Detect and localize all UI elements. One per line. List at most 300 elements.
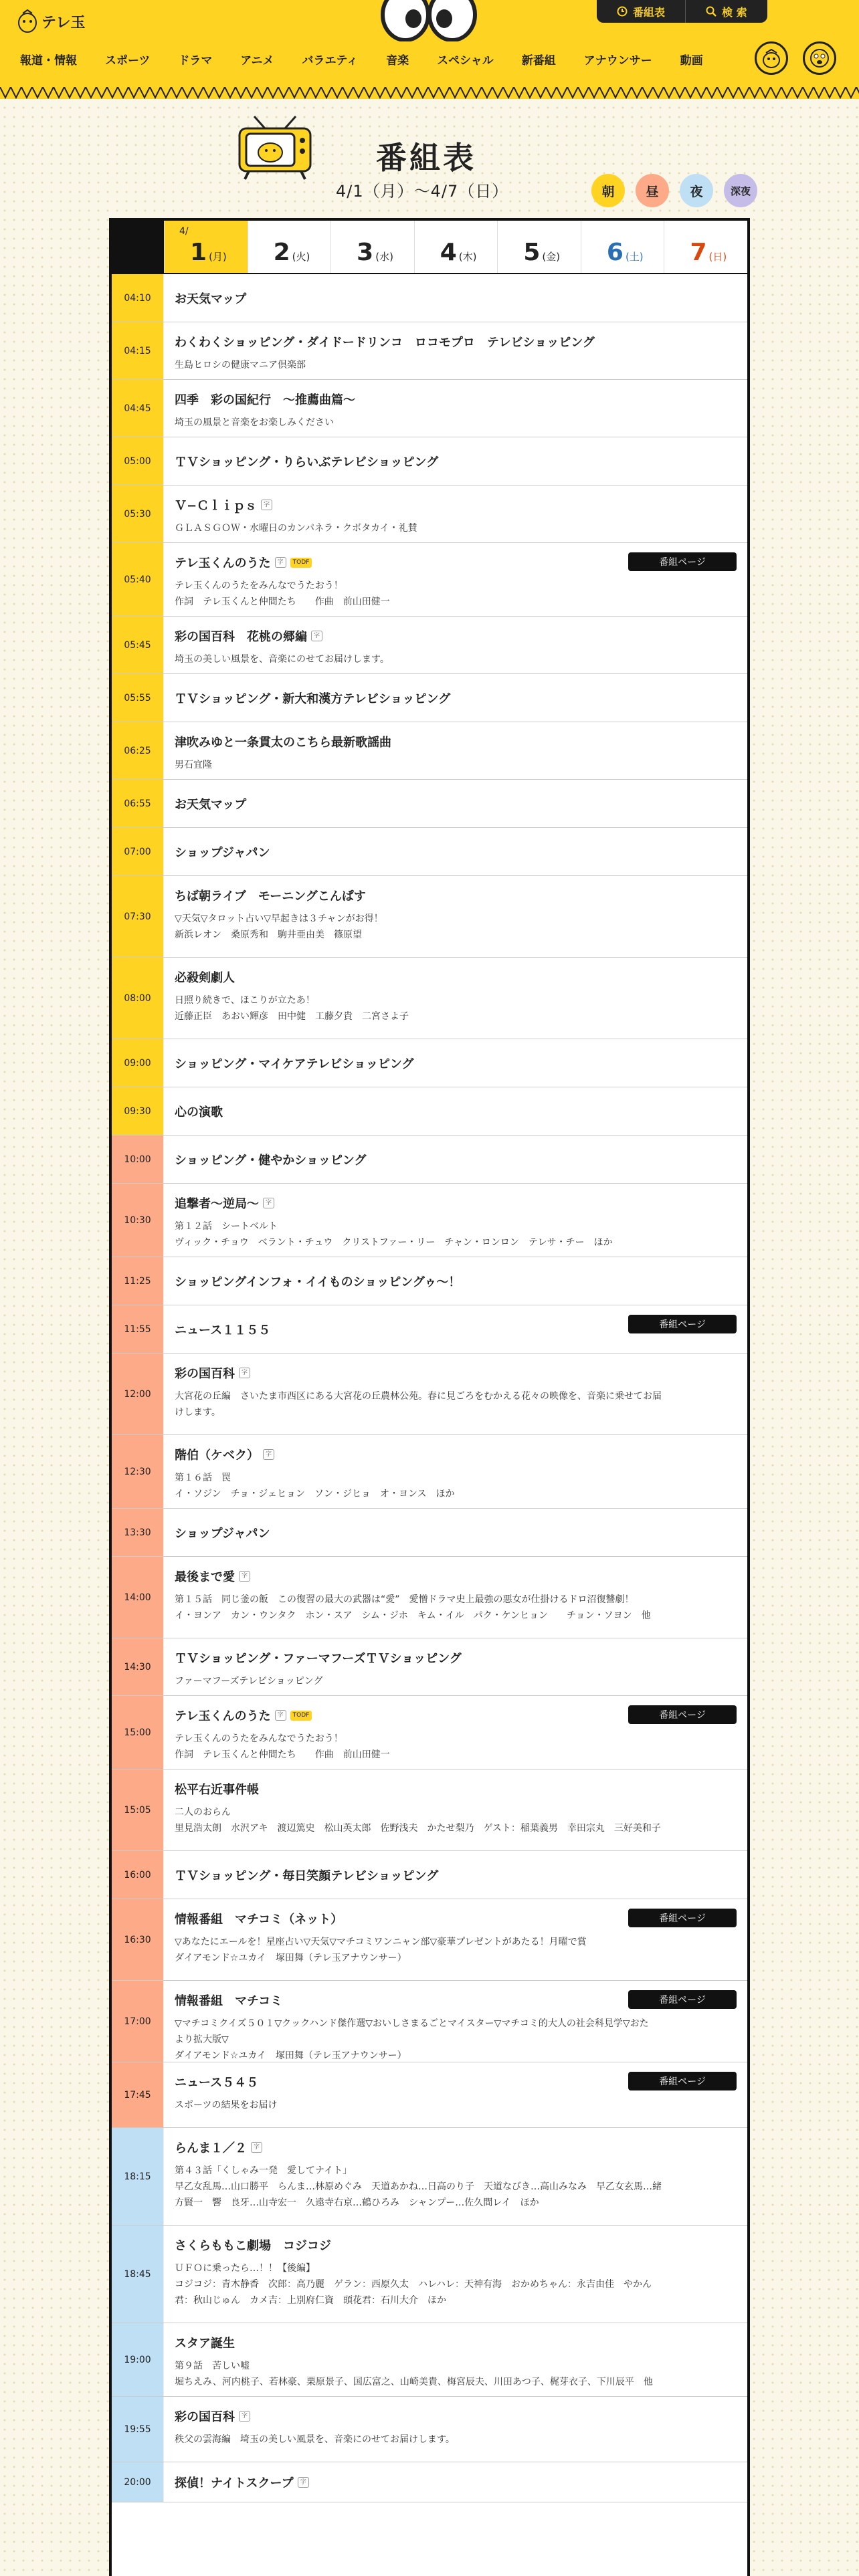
- program-title-text: 情報番組 マチコミ（ネット）: [175, 1913, 343, 1927]
- program-time: 10:00: [112, 1136, 164, 1183]
- program-row: [112, 876, 747, 958]
- subtitle-badge: 字: [298, 2477, 309, 2488]
- schedule-grid: [109, 218, 750, 2576]
- program-title[interactable]: [175, 2139, 737, 2156]
- day-weekday: (月): [209, 251, 227, 263]
- program-cell[interactable]: [164, 674, 747, 722]
- program-time: 04:10: [112, 274, 164, 322]
- program-description-line: ダイアモンド☆ユカイ 塚田舞（テレ玉アナウンサー）: [175, 1953, 407, 1963]
- program-page-button[interactable]: 番組ページ: [628, 1990, 737, 2009]
- program-time: 19:00: [112, 2323, 164, 2396]
- program-cell[interactable]: [164, 2062, 747, 2127]
- program-row: [112, 1557, 747, 1638]
- program-row: [112, 1638, 747, 1696]
- program-title-text: わくわくショッピング・ダイドードリンコ ロコモプロ テレビショッピング: [175, 336, 595, 350]
- schedule-button[interactable]: [597, 0, 685, 23]
- day-number: 3: [357, 239, 374, 266]
- program-title-text: 彩の国百科: [175, 2410, 235, 2424]
- program-row: [112, 2062, 747, 2128]
- time-button[interactable]: 夜: [680, 174, 713, 207]
- program-title-text: ＴＶショッピング・新大和漢方テレビショッピング: [175, 691, 451, 706]
- program-description-line: 君：秋山じゅん カメ吉：上別府仁資 頭花君：石川大介 ほか: [175, 2295, 446, 2306]
- program-title-text: 探偵！ナイトスクープ: [175, 2476, 294, 2490]
- site-header: [0, 0, 859, 99]
- time-button[interactable]: 昼: [636, 174, 669, 207]
- program-title-text: テレ玉くんのうた: [175, 1709, 271, 1723]
- program-row: [112, 2128, 747, 2226]
- program-cell[interactable]: [164, 2462, 747, 2502]
- program-time: 16:00: [112, 1851, 164, 1899]
- program-cell[interactable]: [164, 1184, 747, 1257]
- program-row: [112, 1696, 747, 1769]
- subtitle-badge: 字: [275, 557, 286, 568]
- program-cell[interactable]: [164, 2397, 747, 2462]
- nav-item[interactable]: スペシャル: [437, 53, 494, 68]
- program-row: [112, 1981, 747, 2062]
- program-description-line: 方賢一 響 良牙…山寺宏一 久遠寺右京…鶴ひろみ シャンプー…佐久間レイ ほか: [175, 2197, 539, 2208]
- program-cell[interactable]: [164, 1039, 747, 1087]
- program-title[interactable]: [175, 795, 246, 813]
- program-title[interactable]: [175, 627, 737, 645]
- day-number: 7: [690, 239, 707, 266]
- logo-text: テレ玉: [41, 14, 86, 31]
- program-title-text: 追撃者〜逆局〜: [175, 1197, 259, 1211]
- program-row: [112, 2323, 747, 2397]
- program-title-text: Ｖ−Ｃｌｉｐｓ: [175, 499, 258, 513]
- program-description: [175, 520, 737, 536]
- program-title-text: 彩の国百科: [175, 1367, 235, 1381]
- program-cell[interactable]: [164, 274, 747, 322]
- program-title[interactable]: [175, 1780, 737, 1798]
- program-row: [112, 1509, 747, 1557]
- program-time: 11:25: [112, 1257, 164, 1305]
- program-title-text: ショッピング・健やかショッピング: [175, 1153, 367, 1168]
- mascot-eyes-icon: [379, 0, 479, 41]
- tv-mascot-icon: [235, 114, 314, 181]
- program-time: 10:30: [112, 1184, 164, 1257]
- program-title[interactable]: [175, 1273, 460, 1290]
- main-nav: [20, 45, 731, 72]
- program-title[interactable]: [175, 1649, 737, 1667]
- program-title[interactable]: [175, 290, 246, 307]
- program-description-line: 第４３話「くしゃみ一発 愛してナイト」: [175, 2165, 353, 2176]
- program-description: [175, 992, 737, 1025]
- program-time: 06:55: [112, 780, 164, 827]
- day-month: 4/: [179, 226, 189, 237]
- program-row: [112, 486, 747, 543]
- program-title-text: 松平右近事件帳: [175, 1783, 259, 1797]
- subtitle-badge: 字: [263, 1198, 274, 1208]
- program-title-text: お天気マップ: [175, 292, 247, 306]
- program-title-text: お天気マップ: [175, 797, 247, 812]
- program-title-text: ショッピングインフォ・イイものショッピングゥ〜！: [175, 1275, 461, 1289]
- program-title-text: 彩の国百科 花桃の郷編: [175, 630, 307, 644]
- program-cell[interactable]: [164, 2226, 747, 2323]
- program-title[interactable]: [175, 391, 737, 408]
- schedule-button-label: 番組表: [633, 5, 666, 19]
- program-title-text: ショップジャパン: [175, 1526, 270, 1541]
- program-description: [175, 2260, 737, 2309]
- program-description-line: 第１６話 罠: [175, 1473, 231, 1483]
- program-description: [175, 1673, 737, 1689]
- program-row: [112, 1184, 747, 1257]
- program-page-button[interactable]: 番組ページ: [628, 552, 737, 571]
- program-description-line: ヴィック・チョウ ベラント・チュウ クリストファー・リー チャン・ロンロン テレサ・チー ほか: [175, 1237, 613, 1248]
- program-time: 14:30: [112, 1638, 164, 1695]
- day-weekday: (金): [542, 251, 561, 263]
- program-description: [175, 2432, 737, 2448]
- teletama-kun-icon[interactable]: [755, 41, 788, 75]
- program-description-line: ▽あなたにエールを！星座占い▽天気▽マチコミワンニャン部▽豪華プレゼントがあたる！月曜で賞: [175, 1937, 587, 1947]
- program-row: [112, 2462, 747, 2502]
- program-time: 15:05: [112, 1769, 164, 1850]
- program-title[interactable]: [175, 1103, 223, 1120]
- program-cell[interactable]: [164, 617, 747, 673]
- program-description: [175, 2163, 737, 2211]
- program-cell[interactable]: [164, 543, 747, 616]
- program-cell[interactable]: [164, 1509, 747, 1556]
- time-button[interactable]: 朝: [591, 174, 625, 207]
- program-title-text: ＴＶショッピング・りらいぶテレビショッピング: [175, 455, 439, 469]
- program-description-line: 第９話 苦しい嘘: [175, 2361, 250, 2371]
- program-cell[interactable]: [164, 1257, 747, 1305]
- program-description-line: 早乙女乱馬…山口勝平 らんま…林原めぐみ 天道あかね…日高のり子 天道なびき…高山みなみ 早乙女玄馬…緒: [175, 2181, 662, 2192]
- program-cell[interactable]: [164, 780, 747, 827]
- program-description: [175, 651, 737, 667]
- program-row: [112, 437, 747, 486]
- program-cell[interactable]: [164, 380, 747, 437]
- program-time: 07:00: [112, 828, 164, 875]
- program-row: [112, 617, 747, 674]
- program-description: [175, 2097, 737, 2113]
- nav-item[interactable]: 新番組: [521, 53, 556, 68]
- program-title[interactable]: [175, 968, 737, 986]
- program-description: [175, 2358, 737, 2390]
- program-title-text: さくらももこ劇場 コジコジ: [175, 2239, 331, 2253]
- program-title-text: ＴＶショッピング・毎日笑顔テレビショッピング: [175, 1868, 439, 1883]
- subtitle-badge: 字: [239, 2411, 250, 2422]
- program-description-line: 作詞 テレ玉くんと仲間たち 作曲 前山田健一: [175, 1749, 390, 1760]
- program-description-line: テレ玉くんのうたをみんなでうたおう！: [175, 1733, 343, 1744]
- page-title: 番組表: [376, 140, 476, 176]
- program-time: 19:55: [112, 2397, 164, 2462]
- program-row: [112, 2226, 747, 2323]
- day-tab[interactable]: [414, 221, 498, 273]
- program-description-line: ▽マチコミクイズ５０１▽クックハンド傑作選▽おいしさまるごとマイスター▽マチコミ的大人の社会科見学▽おた: [175, 2018, 649, 2029]
- program-description: [175, 911, 737, 943]
- program-row: [112, 1354, 747, 1435]
- program-cell[interactable]: [164, 486, 747, 542]
- program-title[interactable]: [175, 689, 450, 707]
- program-title-text: スタア誕生: [175, 2337, 235, 2351]
- omg-icon[interactable]: [803, 41, 836, 75]
- day-number: 1: [190, 239, 207, 266]
- nav-item[interactable]: 動画: [680, 53, 703, 68]
- program-cell[interactable]: [164, 1696, 747, 1769]
- program-title[interactable]: [175, 1446, 737, 1463]
- program-cell[interactable]: [164, 1851, 747, 1899]
- program-title[interactable]: [175, 1151, 367, 1168]
- program-row: [112, 674, 747, 722]
- program-page-button[interactable]: 番組ページ: [628, 1315, 737, 1333]
- program-description-line: ＧＬＡＳＧＯＷ・水曜日のカンパネラ・クボタカイ・礼賛: [175, 523, 417, 534]
- program-time: 05:40: [112, 543, 164, 616]
- program-title[interactable]: [175, 1194, 737, 1212]
- program-row: [112, 1039, 747, 1087]
- program-title[interactable]: [175, 2236, 737, 2254]
- program-title[interactable]: [175, 496, 737, 514]
- program-description-line: より拡大版▽: [175, 2034, 229, 2045]
- program-title[interactable]: [175, 333, 737, 350]
- day-number: 4: [440, 239, 457, 266]
- program-row: [112, 1899, 747, 1981]
- day-tab[interactable]: [497, 221, 581, 273]
- day-tab[interactable]: [664, 221, 747, 273]
- program-cell[interactable]: [164, 1354, 747, 1434]
- program-description-line: けします。: [175, 1407, 221, 1418]
- program-time: 05:55: [112, 674, 164, 722]
- nav-item[interactable]: ドラマ: [178, 53, 213, 68]
- program-title[interactable]: [175, 2407, 737, 2425]
- program-cell[interactable]: [164, 1435, 747, 1508]
- program-cell[interactable]: [164, 876, 747, 957]
- program-time: 04:45: [112, 380, 164, 437]
- subtitle-badge: 字: [311, 631, 322, 641]
- day-tab[interactable]: [164, 221, 248, 273]
- program-title[interactable]: [175, 1524, 270, 1541]
- program-description-line: テレ玉くんのうたをみんなでうたおう！: [175, 580, 343, 591]
- day-number: 6: [606, 239, 624, 266]
- program-cell[interactable]: [164, 1305, 747, 1353]
- program-description-line: 生島ヒロシの健康マニア倶楽部: [175, 360, 306, 370]
- program-description-line: ファーマフーズテレビショッピング: [175, 1676, 323, 1687]
- program-row: [112, 1257, 747, 1305]
- program-cell[interactable]: [164, 828, 747, 875]
- subtitle-badge: 字: [263, 1449, 274, 1460]
- program-cell[interactable]: [164, 1557, 747, 1638]
- program-title[interactable]: [175, 1866, 438, 1884]
- program-time: 05:45: [112, 617, 164, 673]
- program-title-text: テレ玉くんのうた: [175, 556, 271, 570]
- program-cell[interactable]: [164, 1899, 747, 1980]
- subtitle-badge: 字: [275, 1710, 286, 1721]
- program-time: 18:15: [112, 2128, 164, 2225]
- program-time: 12:30: [112, 1435, 164, 1508]
- program-title[interactable]: [175, 453, 438, 470]
- program-time: 12:00: [112, 1354, 164, 1434]
- nav-item[interactable]: バラエティ: [302, 53, 359, 68]
- program-title-text: 心の演歌: [175, 1105, 223, 1119]
- program-time: 09:00: [112, 1039, 164, 1087]
- nav-item[interactable]: アナウンサー: [583, 53, 652, 68]
- program-time: 09:30: [112, 1087, 164, 1135]
- program-description-line: 大宮花の丘編 さいたま市西区にある大宮花の丘農林公苑。春に見ごろをむかえる花々の映像を、音楽に乗せてお届: [175, 1391, 662, 1402]
- program-description-line: 埼玉の美しい風景を、音楽にのせてお届けします。: [175, 654, 389, 665]
- program-description: [175, 1218, 737, 1251]
- program-cell[interactable]: [164, 1087, 747, 1135]
- program-row: [112, 1087, 747, 1136]
- program-row: [112, 1305, 747, 1354]
- program-description-line: コジコジ：青木静香 次郎：高乃麗 ゲラン：西原久太 ハレハレ：天神有海 おかめちゃん：永吉由佳 やかん: [175, 2279, 652, 2290]
- program-time: 05:30: [112, 486, 164, 542]
- day-weekday: (土): [625, 251, 644, 263]
- program-time: 08:00: [112, 958, 164, 1039]
- program-cell[interactable]: [164, 2323, 747, 2396]
- program-title-text: ショッピング・マイケアテレビショッピング: [175, 1057, 414, 1071]
- program-description-line: 秩父の雲海編 埼玉の美しい風景を、音楽にのせてお届けします。: [175, 2434, 455, 2445]
- program-description: [175, 357, 737, 373]
- day-tabs-spacer: [112, 221, 164, 273]
- program-time: 07:30: [112, 876, 164, 957]
- program-row: [112, 780, 747, 828]
- day-tab[interactable]: [330, 221, 414, 273]
- program-time: 18:45: [112, 2226, 164, 2323]
- program-description: [175, 1804, 737, 1836]
- program-page-button[interactable]: 番組ページ: [628, 2072, 737, 2090]
- search-button-label: 検 索: [722, 5, 747, 19]
- nav-item[interactable]: 音楽: [386, 53, 409, 68]
- program-row: [112, 722, 747, 780]
- nav-icons: [755, 41, 836, 75]
- program-cell[interactable]: [164, 437, 747, 485]
- program-cell[interactable]: [164, 1136, 747, 1183]
- day-weekday: (日): [708, 251, 727, 263]
- program-title-text: 情報番組 マチコミ: [175, 1994, 283, 2008]
- time-of-day-buttons: [591, 174, 757, 207]
- program-description-line: 作詞 テレ玉くんと仲間たち 作曲 前山田健一: [175, 597, 390, 607]
- program-time: 17:45: [112, 2062, 164, 2127]
- program-row: [112, 1136, 747, 1184]
- program-cell[interactable]: [164, 958, 747, 1039]
- program-row: [112, 322, 747, 380]
- program-cell[interactable]: [164, 2128, 747, 2225]
- program-title-text: ニュース５４５: [175, 2076, 259, 2090]
- program-time: 11:55: [112, 1305, 164, 1353]
- program-description-line: イ・ヨンア カン・ウンタク ホン・スア シム・ジホ キム・イル パク・ケンヒョン チョン・ソヨン 他: [175, 1610, 651, 1621]
- program-title[interactable]: [175, 887, 737, 904]
- program-cell[interactable]: [164, 722, 747, 779]
- program-description-line: 第１５話 同じ釜の飯 この復習の最大の武器は“愛” 愛憎ドラマ史上最強の悪女が仕掛けるドロ沼復讐劇！: [175, 1594, 634, 1605]
- tdf-badge: TODF: [290, 1711, 312, 1721]
- program-description-line: ＵＦＯに乗ったら…！！【後編】: [175, 2263, 315, 2274]
- program-title[interactable]: [175, 733, 737, 750]
- program-title-text: 四季 彩の国紀行 〜推薦曲篇〜: [175, 393, 355, 407]
- top-buttons: [597, 0, 767, 23]
- program-description: [175, 1388, 737, 1420]
- nav-item[interactable]: 報道・情報: [20, 53, 77, 68]
- program-description-line: 日照り続きで、ほこりが立たあ！: [175, 995, 315, 1006]
- program-row: [112, 274, 747, 322]
- site-logo[interactable]: [17, 7, 86, 36]
- nav-item[interactable]: スポーツ: [105, 53, 151, 68]
- program-row: [112, 828, 747, 876]
- program-time: 17:00: [112, 1981, 164, 2062]
- program-description-line: ▽天気▽タロット占い▽早起きは３チャンがお得！: [175, 914, 383, 924]
- day-weekday: (火): [292, 251, 310, 263]
- program-row: [112, 958, 747, 1039]
- program-time: 15:00: [112, 1696, 164, 1769]
- program-description-line: 近藤正臣 あおい輝彦 田中健 工藤夕貴 二宮さよ子: [175, 1011, 409, 1022]
- subtitle-badge: 字: [261, 500, 272, 510]
- program-description: [175, 757, 737, 773]
- program-description: [175, 1934, 737, 1966]
- program-title[interactable]: [175, 2334, 737, 2351]
- day-tab[interactable]: [248, 221, 331, 273]
- program-description: [175, 415, 737, 431]
- program-row: [112, 380, 747, 437]
- program-time: 05:00: [112, 437, 164, 485]
- program-title[interactable]: [175, 1055, 413, 1072]
- program-time: 04:15: [112, 322, 164, 379]
- program-title[interactable]: [175, 1568, 737, 1585]
- program-description: [175, 1470, 737, 1502]
- date-range: 4/1（月）〜4/7（日）: [336, 182, 509, 201]
- clock-icon: [617, 6, 628, 17]
- program-title-text: らんま１／２: [175, 2141, 247, 2155]
- program-row: [112, 1435, 747, 1509]
- program-title[interactable]: [175, 1364, 737, 1382]
- subtitle-badge: 字: [251, 2142, 262, 2153]
- search-button[interactable]: [685, 0, 767, 23]
- program-title-text: 最後まで愛: [175, 1570, 235, 1584]
- program-title-text: 必殺剣劇人: [175, 971, 235, 985]
- program-cell[interactable]: [164, 1769, 747, 1850]
- program-time: 20:00: [112, 2462, 164, 2502]
- program-description-line: 堀ちえみ、河内桃子、若林豪、栗原景子、国広富之、山崎美貴、梅宮辰夫、川田あつ子、梶芽衣子、下川辰平 他: [175, 2377, 653, 2387]
- program-list: [112, 274, 747, 2502]
- program-cell[interactable]: [164, 1638, 747, 1695]
- program-description-line: 第１２話 シートベルト: [175, 1221, 278, 1232]
- program-description: [175, 2016, 737, 2064]
- program-description-line: 埼玉の風景と音楽をお楽しみください: [175, 417, 334, 428]
- program-row: [112, 1769, 747, 1851]
- program-title-text: 階伯（ケベク）: [175, 1448, 259, 1463]
- program-description: [175, 1592, 737, 1624]
- program-description-line: 新浜レオン 桑原秀和 駒井亜由美 篠原望: [175, 930, 362, 940]
- teletama-logo-icon: [17, 9, 37, 33]
- program-page-button[interactable]: 番組ページ: [628, 1705, 737, 1724]
- program-description: [175, 578, 737, 610]
- time-button[interactable]: 深夜: [724, 174, 757, 207]
- program-title[interactable]: [175, 2474, 309, 2491]
- day-tab[interactable]: [581, 221, 664, 273]
- header-zigzag-edge: [0, 87, 859, 102]
- program-title[interactable]: [175, 1321, 270, 1338]
- program-page-button[interactable]: 番組ページ: [628, 1909, 737, 1927]
- day-number: 5: [523, 239, 541, 266]
- program-title-text: ちば朝ライブ モーニングこんぱす: [175, 889, 366, 903]
- program-title[interactable]: [175, 843, 270, 861]
- day-number: 2: [273, 239, 290, 266]
- program-time: 14:00: [112, 1557, 164, 1638]
- program-description-line: 二人のおらん: [175, 1807, 231, 1818]
- subtitle-badge: 字: [239, 1368, 250, 1378]
- day-weekday: (木): [458, 251, 477, 263]
- program-time: 16:30: [112, 1899, 164, 1980]
- program-title-text: ＴＶショッピング・ファーマフーズＴＶショッピング: [175, 1652, 462, 1666]
- program-description-line: スポーツの結果をお届け: [175, 2100, 278, 2111]
- tdf-badge: TODF: [290, 558, 312, 568]
- program-title-text: ショップジャパン: [175, 845, 270, 860]
- program-row: [112, 1851, 747, 1899]
- program-description-line: ダイアモンド☆ユカイ 塚田舞（テレ玉アナウンサー）: [175, 2050, 407, 2061]
- day-tabs: [112, 221, 747, 274]
- nav-item[interactable]: アニメ: [240, 53, 274, 68]
- program-cell[interactable]: [164, 322, 747, 379]
- program-cell[interactable]: [164, 1981, 747, 2062]
- program-title-text: 津吹みゆと一条貫太のこちら最新歌謡曲: [175, 736, 391, 750]
- teletama-kun-face-icon: [760, 47, 783, 70]
